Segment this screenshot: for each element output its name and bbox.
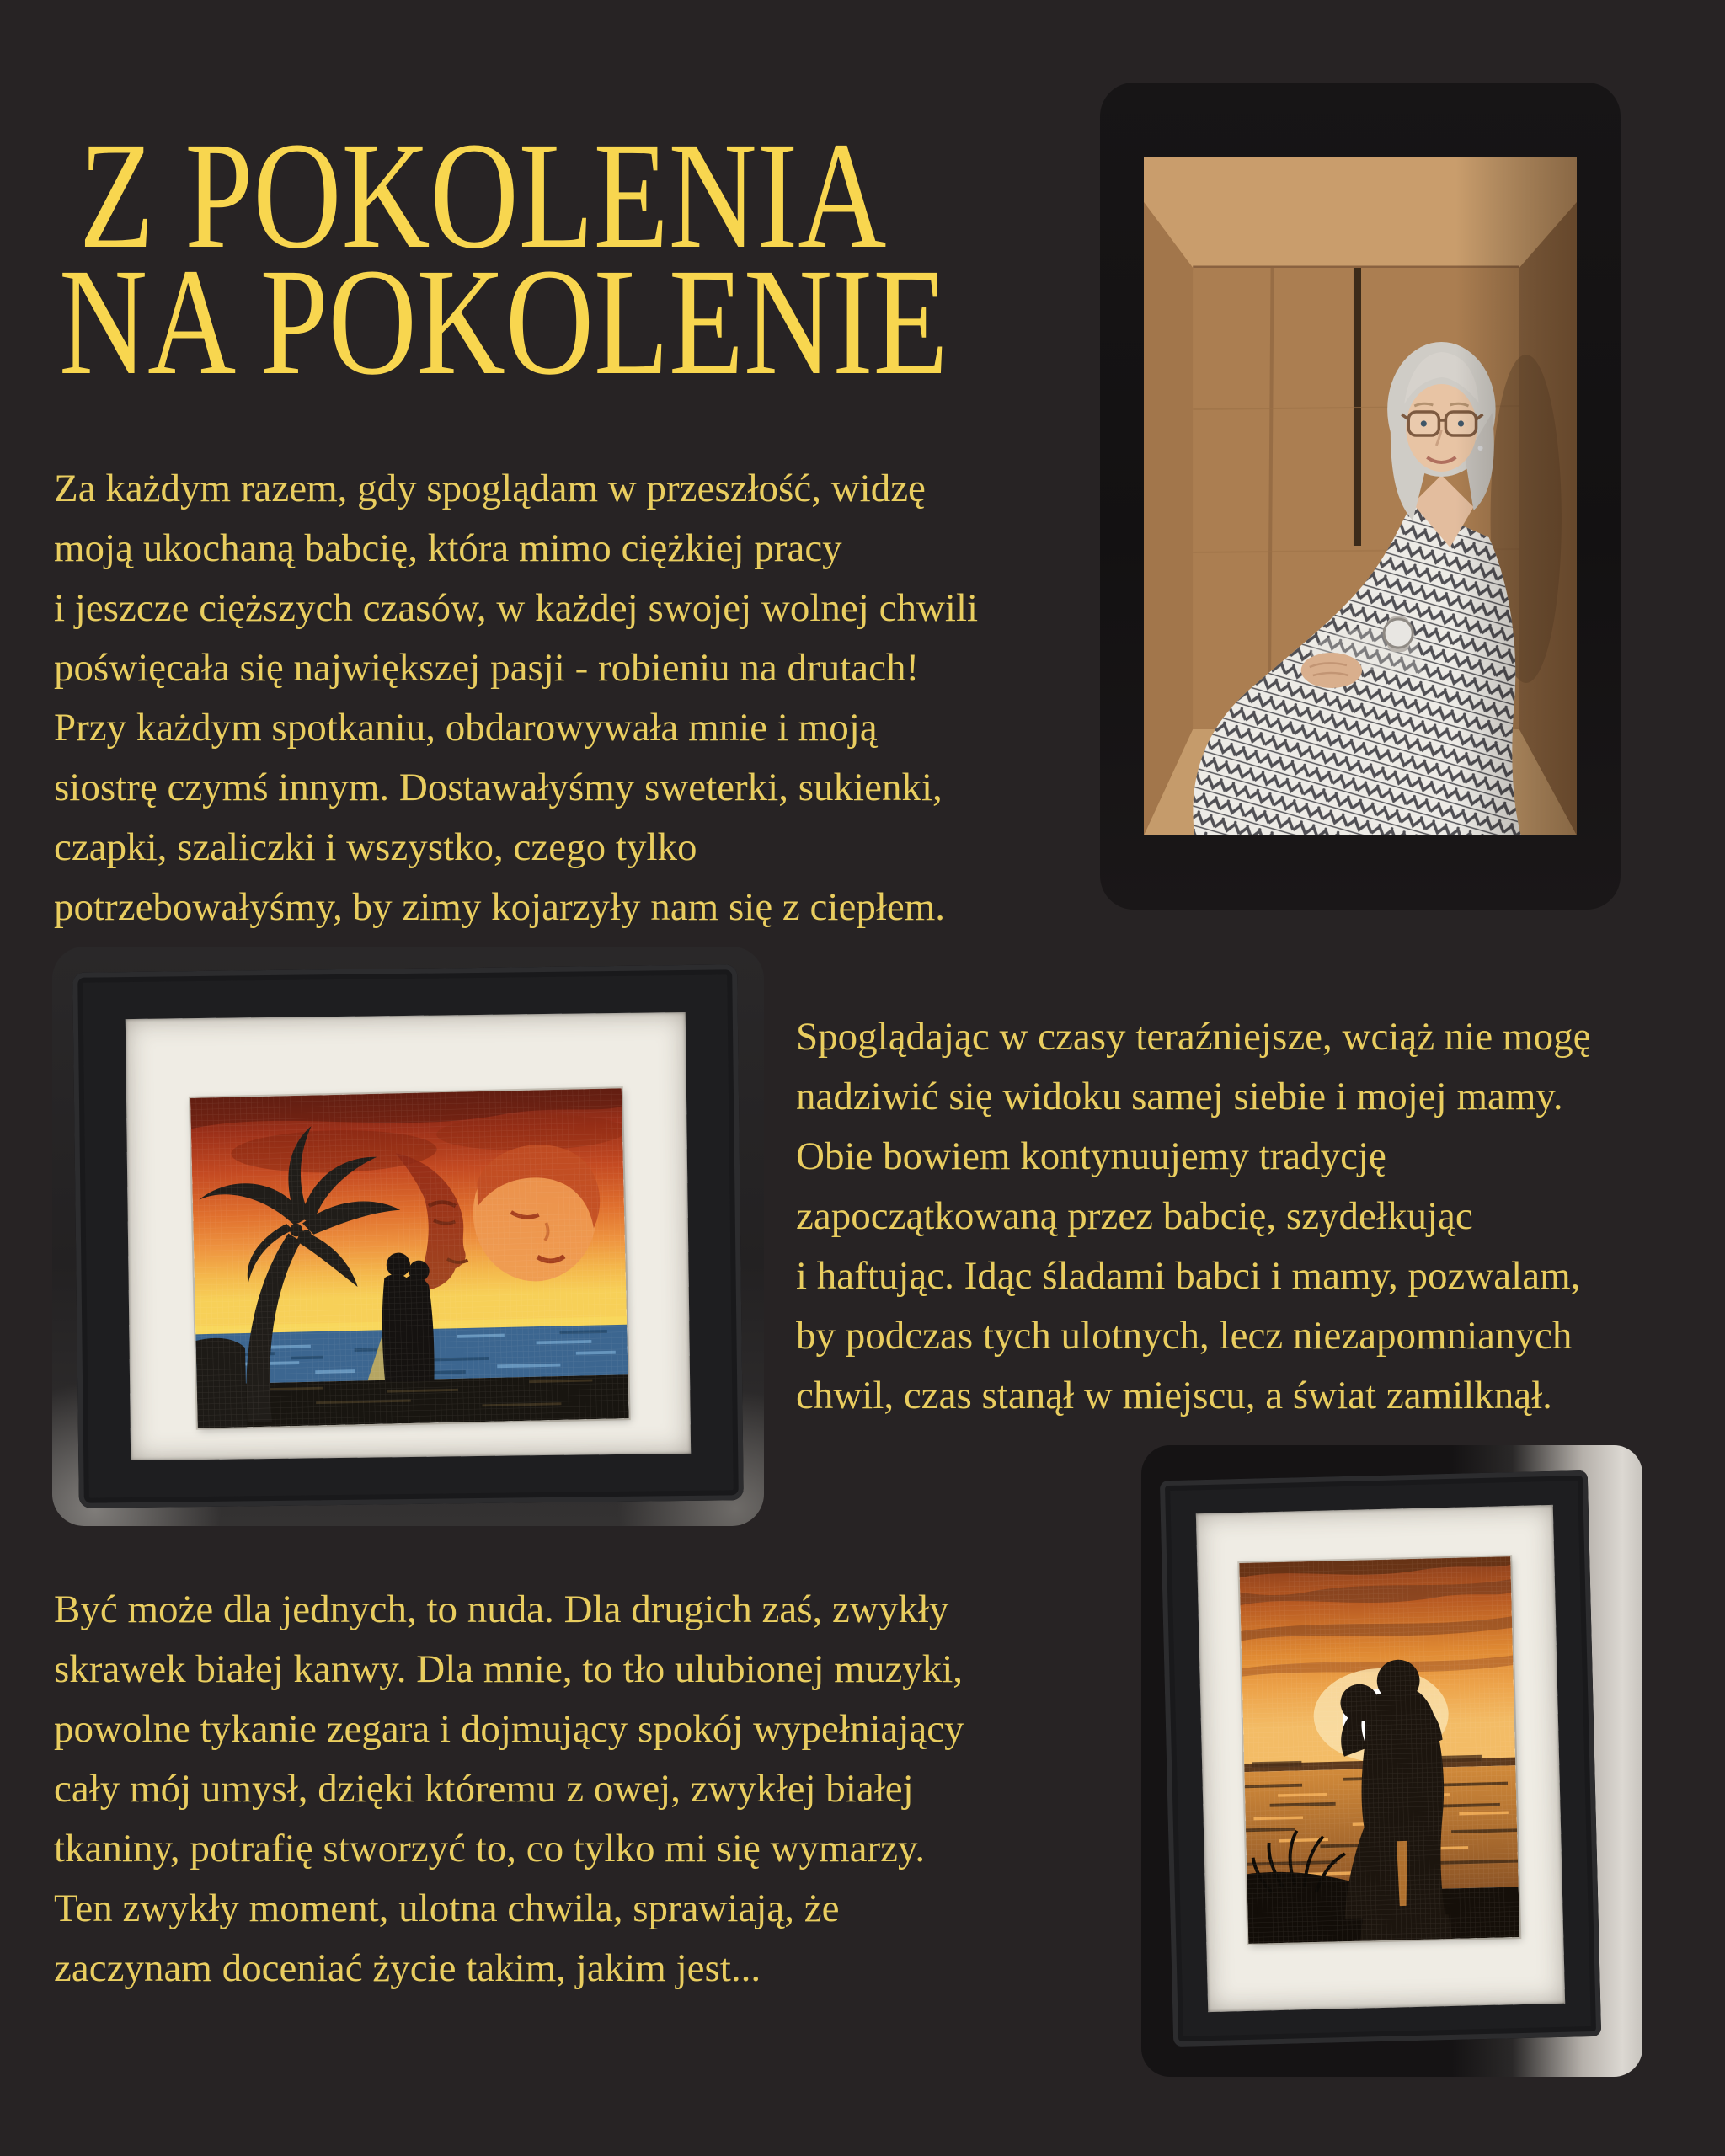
text-line: skrawek białej kanwy. Dla mnie, to tło ulubionej muzyki, bbox=[54, 1647, 964, 1691]
text-line: Ten zwykły moment, ulotna chwila, sprawiają, że bbox=[54, 1886, 840, 1930]
text-line: Być może dla jednych, to nuda. Dla drugich zaś, zwykły bbox=[54, 1588, 949, 1631]
stitch-texture bbox=[1239, 1556, 1519, 1944]
picture-frame-1 bbox=[72, 964, 744, 1508]
stitch-texture bbox=[190, 1088, 629, 1428]
text-line: czapki, szaliczki i wszystko, czego tylko bbox=[54, 825, 697, 869]
text-line: Obie bowiem kontynuujemy tradycję bbox=[796, 1134, 1386, 1178]
text-line: powolne tykanie zegara i dojmujący spokój wypełniający bbox=[54, 1707, 964, 1751]
paragraph-grandmother bbox=[54, 459, 1090, 937]
text-line: potrzebowałyśmy, by zimy kojarzyły nam się z ciepłem. bbox=[54, 885, 946, 929]
woman-in-box-illustration bbox=[1144, 157, 1577, 835]
mat-board-1 bbox=[126, 1012, 691, 1460]
text-line: Spoglądając w czasy teraźniejsze, wciąż nie mogę bbox=[796, 1015, 1591, 1059]
text-line: siostrę czymś innym. Dostawałyśmy sweterki, sukienki, bbox=[54, 766, 943, 809]
text-line: i jeszcze cięższych czasów, w każdej swojej wolnej chwili bbox=[54, 586, 979, 630]
page-title bbox=[59, 111, 1170, 407]
title-line-2: NA POKOLENIE bbox=[59, 237, 948, 407]
paragraph-present-day bbox=[796, 1007, 1722, 1426]
text-line: zapoczątkowaną przez babcię, szydełkując bbox=[796, 1194, 1473, 1238]
text-line: nadziwić się widoku samej siebie i mojej mamy. bbox=[796, 1075, 1563, 1118]
picture-frame-2 bbox=[1160, 1470, 1601, 2047]
cross-stitch-embracing-couple bbox=[1239, 1556, 1519, 1944]
framed-embroidery-beach-card bbox=[52, 947, 764, 1526]
text-line: Za każdym razem, gdy spoglądam w przeszłość, widzę bbox=[54, 467, 926, 510]
text-line: zaczynam doceniać życie takim, jakim jest... bbox=[54, 1946, 761, 1990]
portrait-photo-card bbox=[1100, 83, 1621, 910]
woman-in-cardboard-box-photo bbox=[1144, 157, 1577, 835]
text-line: poświęcała się największej pasji - robieniu na drutach! bbox=[54, 646, 920, 690]
text-line: by podczas tych ulotnych, lecz niezapomnianych bbox=[796, 1314, 1573, 1358]
framed-embroidery-couple-card bbox=[1141, 1445, 1642, 2077]
paragraph-passion bbox=[54, 1580, 1115, 1999]
text-line: cały mój umysł, dzięki któremu z owej, zwykłej białej bbox=[54, 1767, 914, 1811]
cross-stitch-sunset-beach bbox=[190, 1088, 629, 1428]
mat-board-2 bbox=[1196, 1505, 1565, 2012]
title-line-1: Z POKOLENIA bbox=[79, 111, 887, 280]
text-line: chwil, czas stanął w miejscu, a świat zamilknął. bbox=[796, 1374, 1552, 1417]
text-line: tkaniny, potrafię stworzyć to, co tylko mi się wymarzy. bbox=[54, 1827, 926, 1870]
text-line: i haftując. Idąc śladami babci i mamy, pozwalam, bbox=[796, 1254, 1581, 1298]
text-line: Przy każdym spotkaniu, obdarowywała mnie i moją bbox=[54, 706, 878, 750]
text-line: moją ukochaną babcię, która mimo ciężkiej pracy bbox=[54, 526, 842, 570]
